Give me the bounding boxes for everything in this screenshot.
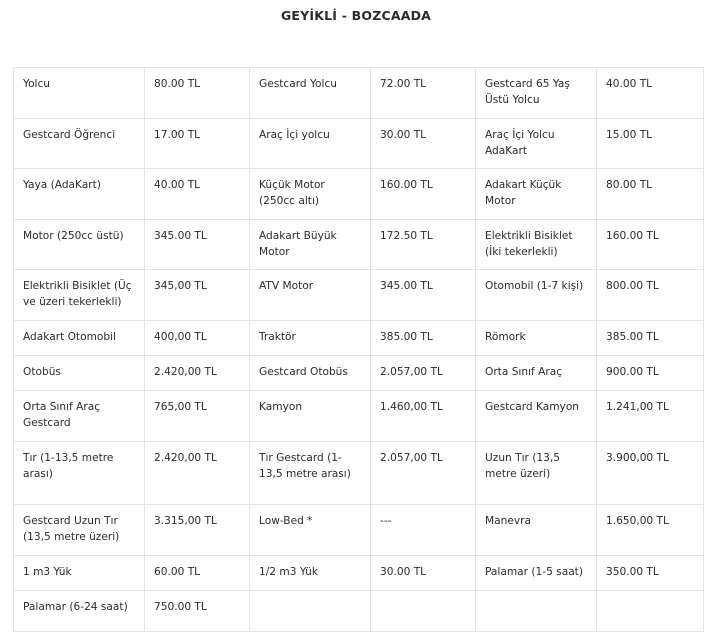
- fare-price: 345.00 TL: [371, 270, 476, 321]
- fare-price: 160.00 TL: [597, 220, 704, 270]
- fare-price: 30.00 TL: [371, 119, 476, 169]
- table-row: [14, 505, 704, 556]
- fare-label: Tır Gestcard (1-13,5 metre arası): [250, 442, 371, 505]
- fare-price: 2.420,00 TL: [145, 356, 250, 391]
- table-row: [14, 270, 704, 321]
- fare-price: 2.420,00 TL: [145, 442, 250, 505]
- fare-label: [476, 591, 597, 632]
- fare-price: 2.057,00 TL: [371, 442, 476, 505]
- fare-price: 80.00 TL: [145, 68, 250, 119]
- fare-label: Yolcu: [14, 68, 145, 119]
- table-row: [14, 220, 704, 270]
- page-title: GEYİKLİ - BOZCAADA: [280, 8, 432, 23]
- fare-price: 80.00 TL: [597, 169, 704, 220]
- fare-price: 350.00 TL: [597, 556, 704, 591]
- fare-label: Adakart Küçük Motor: [476, 169, 597, 220]
- table-row: [14, 356, 704, 391]
- fare-label: Traktör: [250, 321, 371, 356]
- fare-price: 17.00 TL: [145, 119, 250, 169]
- fare-price: 72.00 TL: [371, 68, 476, 119]
- fare-label: ATV Motor: [250, 270, 371, 321]
- fare-label: Gestcard Kamyon: [476, 391, 597, 442]
- fare-label: Küçük Motor (250cc altı): [250, 169, 371, 220]
- fare-label: Elektrikli Bisiklet (İki tekerlekli): [476, 220, 597, 270]
- fare-price: 345,00 TL: [145, 270, 250, 321]
- fare-price: [597, 591, 704, 632]
- fare-label: Motor (250cc üstü): [14, 220, 145, 270]
- fare-label: Yaya (AdaKart): [14, 169, 145, 220]
- fare-price: 160.00 TL: [371, 169, 476, 220]
- fare-label: [250, 591, 371, 632]
- fare-price: 3.315,00 TL: [145, 505, 250, 556]
- fare-label: Araç İçi yolcu: [250, 119, 371, 169]
- fare-price: 30.00 TL: [371, 556, 476, 591]
- fare-label: Otobüs: [14, 356, 145, 391]
- fare-price: [371, 591, 476, 632]
- fare-label: 1 m3 Yük: [14, 556, 145, 591]
- fare-price: 40.00 TL: [597, 68, 704, 119]
- fare-price: 2.057,00 TL: [371, 356, 476, 391]
- fare-price: ---: [371, 505, 476, 556]
- fare-price: 345.00 TL: [145, 220, 250, 270]
- fare-label: Palamar (6-24 saat): [14, 591, 145, 632]
- fare-label: Adakart Otomobil: [14, 321, 145, 356]
- fare-label: Orta Sınıf Araç: [476, 356, 597, 391]
- fare-label: 1/2 m3 Yük: [250, 556, 371, 591]
- fare-label: Palamar (1-5 saat): [476, 556, 597, 591]
- fare-label: Elektrikli Bisiklet (Üç ve üzeri tekerlekli): [14, 270, 145, 321]
- fare-label: Gestcard 65 Yaş Üstü Yolcu: [476, 68, 597, 119]
- fare-label: Tır (1-13,5 metre arası): [14, 442, 145, 505]
- table-row: [14, 391, 704, 442]
- fare-label: Manevra: [476, 505, 597, 556]
- fare-label: Gestcard Uzun Tır (13,5 metre üzeri): [14, 505, 145, 556]
- fare-label: Uzun Tır (13,5 metre üzeri): [476, 442, 597, 505]
- fare-price: 400,00 TL: [145, 321, 250, 356]
- fare-price: 765,00 TL: [145, 391, 250, 442]
- fare-table: [13, 67, 704, 632]
- fare-label: Araç İçi Yolcu AdaKart: [476, 119, 597, 169]
- table-row: [14, 556, 704, 591]
- fare-label: Kamyon: [250, 391, 371, 442]
- fare-price: 1.241,00 TL: [597, 391, 704, 442]
- table-row: [14, 68, 704, 119]
- fare-price: 60.00 TL: [145, 556, 250, 591]
- fare-label: Römork: [476, 321, 597, 356]
- table-row: [14, 119, 704, 169]
- fare-label: Otomobil (1-7 kişi): [476, 270, 597, 321]
- fare-label: Orta Sınıf Araç Gestcard: [14, 391, 145, 442]
- table-row: [14, 321, 704, 356]
- fare-price: 800.00 TL: [597, 270, 704, 321]
- table-row: [14, 591, 704, 632]
- fare-price: 385.00 TL: [597, 321, 704, 356]
- table-row: [14, 442, 704, 505]
- table-row: [14, 169, 704, 220]
- fare-table-body: [14, 68, 704, 632]
- fare-price: 40.00 TL: [145, 169, 250, 220]
- fare-price: 750.00 TL: [145, 591, 250, 632]
- fare-price: 15.00 TL: [597, 119, 704, 169]
- fare-label: Gestcard Otobüs: [250, 356, 371, 391]
- fare-price: 3.900,00 TL: [597, 442, 704, 505]
- fare-label: Gestcard Öğrenci: [14, 119, 145, 169]
- fare-label: Adakart Büyük Motor: [250, 220, 371, 270]
- fare-price: 1.650,00 TL: [597, 505, 704, 556]
- fare-price: 385.00 TL: [371, 321, 476, 356]
- fare-label: Low-Bed *: [250, 505, 371, 556]
- fare-label: Gestcard Yolcu: [250, 68, 371, 119]
- fare-price: 900.00 TL: [597, 356, 704, 391]
- fare-price: 172.50 TL: [371, 220, 476, 270]
- fare-price: 1.460,00 TL: [371, 391, 476, 442]
